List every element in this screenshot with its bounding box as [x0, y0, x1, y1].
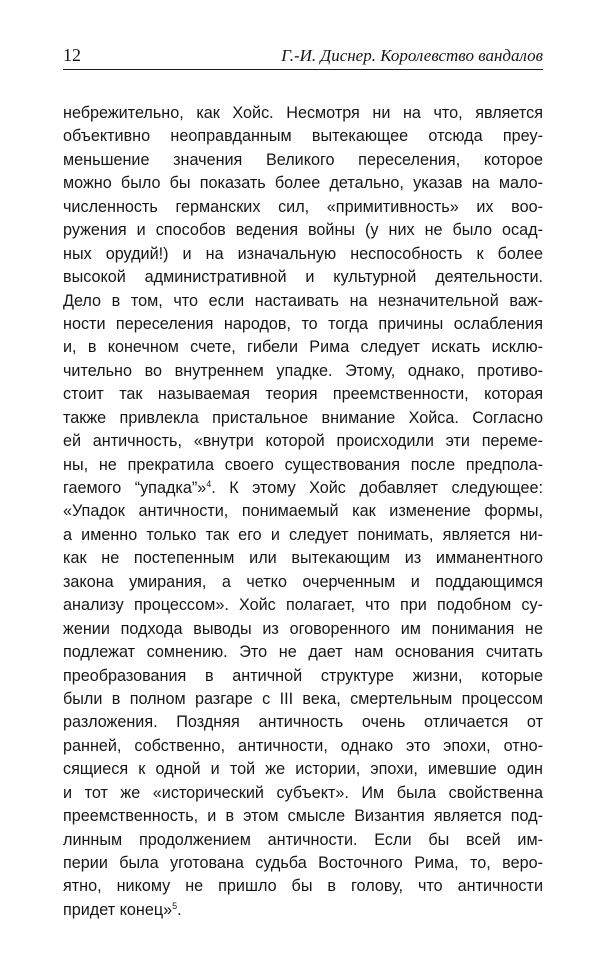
text-line-23: жении подхода выводы из оговоренного им понимания не [63, 619, 543, 638]
text-line-21: закона умирания, а четко очерченным и поддающимся [63, 572, 543, 591]
text-line-4: можно было бы показать более детально, указав на мало- [63, 174, 543, 193]
text-line-8: высокой административной и культурной деятельности. [63, 268, 543, 287]
text-line-25: преобразования в античной структуре жизни, которые [63, 666, 543, 685]
text-line-11: и, в конечном счете, гибели Рима следует искать исклю- [63, 338, 543, 357]
text-line-18: «Упадок античности, понимаемый как изменение формы, [63, 502, 543, 521]
text-line-28: ранней, собственно, античности, однако это эпохи, отно- [63, 736, 543, 755]
text-line-31: преемственность, и в этом смысле Византия является под- [63, 807, 543, 826]
text-line-16: ны, не прекратила своего существования после предпола- [63, 455, 543, 474]
footnote-ref-5: 5 [172, 900, 178, 911]
text-line-6: ружения и способов ведения войны (у них не было осад- [63, 221, 543, 240]
text-line-35 [63, 899, 543, 922]
text-line-19: а именно только так его и следует понимать, является ни- [63, 525, 543, 544]
text-line-27: разложения. Поздняя античность очень отличается от [63, 713, 543, 732]
text-line-17 [63, 477, 543, 500]
page-number: 12 [63, 45, 81, 65]
body-text [63, 102, 543, 922]
text-line-9: Дело в том, что если настаивать на незначительной важ- [63, 291, 543, 310]
text-line-26: были в полном разгаре с III века, смертельным процессом [63, 689, 543, 708]
text-line-1: небрежительно, как Хойс. Несмотря ни на что, является [63, 104, 543, 122]
text-line-32: линным продолжением античности. Если бы всей им- [63, 830, 543, 849]
footnote-ref-4: 4 [206, 479, 212, 489]
text-line-35-start: придет конец» [63, 900, 173, 919]
text-line-33: перии была уготована судьба Восточного Рима, то, веро- [63, 854, 543, 872]
text-line-24: подлежат сомнению. Это не дает нам основания считать [63, 643, 543, 662]
running-title: Г.-И. Диснер. Королевство вандалов [281, 46, 543, 65]
text-line-34: ятно, никому не пришло бы в голову, что античности [63, 877, 543, 896]
text-line-35-end: . [177, 900, 182, 919]
text-line-30: и тот же «исторический субъект». Им была свойственна [63, 783, 543, 802]
text-line-20: как не постепенным или вытекающим из имманентного [63, 549, 543, 568]
text-line-2: объективно неоправданным вытекающее отсюда преу- [63, 127, 543, 146]
text-line-17-start: гаемого “упадка”» [63, 479, 207, 497]
text-line-5: численность германских сил, «примитивность» их воо- [63, 197, 543, 216]
page-header [63, 43, 543, 70]
text-line-22: анализу процессом». Хойс полагает, что при подобном су- [63, 596, 543, 615]
text-line-7: ных орудий!) и на изначальную неспособность к более [63, 244, 543, 263]
text-line-15: ей античность, «внутри которой происходили эти переме- [63, 432, 543, 451]
text-line-10: ности переселения народов, то тогда причины ослабления [63, 314, 543, 333]
text-line-29: сящиеся к одной и той же истории, эпохи, имевшие один [63, 760, 543, 779]
text-line-14: также привлекла пристальное внимание Хойса. Согласно [63, 408, 543, 427]
text-line-17-end: . К этому Хойс добавляет следующее: [211, 479, 543, 497]
text-line-3: меньшение значения Великого переселения, которое [63, 150, 543, 169]
text-line-13: стоит так называемая теория преемственности, которая [63, 385, 543, 404]
text-line-12: чительно во внутреннем упадке. Этому, однако, противо- [63, 361, 543, 380]
